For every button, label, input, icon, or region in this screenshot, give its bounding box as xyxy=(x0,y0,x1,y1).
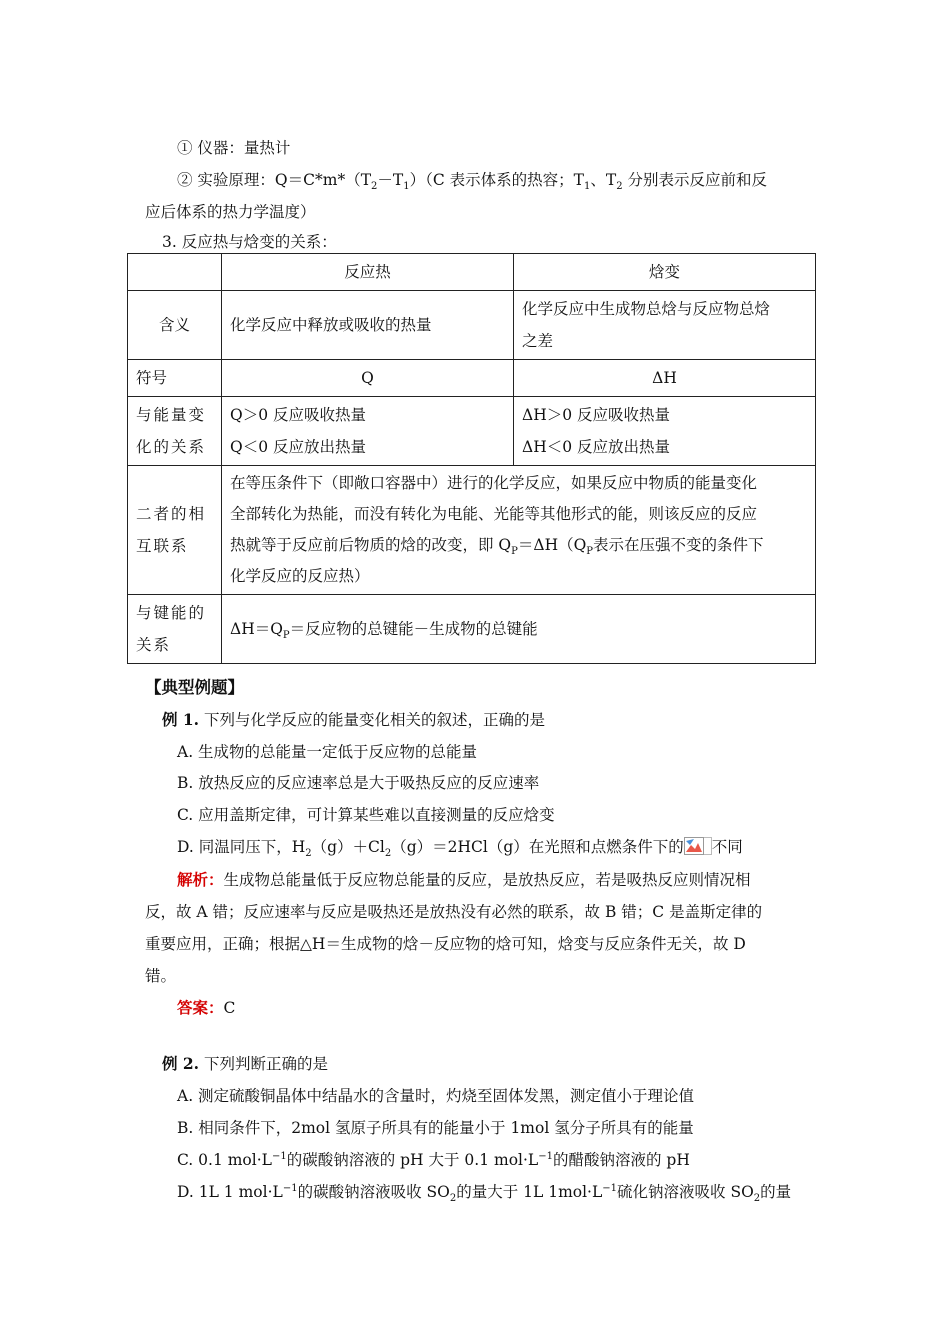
table-row-label: 与键能的 关系 xyxy=(128,595,222,664)
example-1-question: 例 1. 下列与化学反应的能量变化相关的叙述，正确的是 xyxy=(162,710,546,729)
table-cell: $\Delta H=Q_P=$反应物的总键能－生成物的总键能 xyxy=(222,595,816,664)
broken-image-icon xyxy=(684,837,712,855)
table-row xyxy=(128,254,816,291)
table-row xyxy=(128,595,816,664)
table-row-label: 含义 xyxy=(128,291,222,360)
example-1-analysis-cont: 反，故 A 错；反应速率与反应是吸热还是放热没有必然的联系，故 B 错；C 是盖斯定律的 xyxy=(145,903,763,921)
example-1-option-b: B. 放热反应的反应速率总是大于吸热反应的反应速率 xyxy=(177,774,540,792)
section-title: 【典型例题】 xyxy=(145,678,244,697)
table-header: 焓变 xyxy=(514,254,816,291)
relation-heading: 3. 反应热与焓变的关系： xyxy=(162,233,337,251)
table-cell: ΔH xyxy=(514,360,816,397)
example-1-option-c: C. 应用盖斯定律，可计算某些难以直接测量的反应焓变 xyxy=(177,806,555,824)
example-1-analysis: 解析：生成物总能量低于反应物总能量的反应，是放热反应，若是吸热反应则情况相 xyxy=(177,870,751,889)
principle-line: ② 实验原理：$Q=C*m*(T_2-T_1)(C$ 表示体系的热容；$T_1$、$T_2$ 分别表示反应前和反 xyxy=(177,171,768,193)
table-row xyxy=(128,360,816,397)
table-row-label: 二者的相 互联系 xyxy=(128,466,222,595)
table-cell xyxy=(128,254,222,291)
heat-enthalpy-table xyxy=(127,253,816,664)
table-cell: Q xyxy=(222,360,514,397)
table-cell: ΔH＞0 反应吸收热量 ΔH＜0 反应放出热量 xyxy=(514,397,816,466)
table-row-label: 符号 xyxy=(128,360,222,397)
instrument-line: ① 仪器：量热计 xyxy=(177,139,291,157)
table-row xyxy=(128,466,816,595)
example-1-option-d: D. 同温同压下，$H_2(g)+Cl_2(g)=2HCl(g)$在光照和点燃条件下的 不同 xyxy=(177,838,743,860)
table-cell: Q＞0 反应吸收热量 Q＜0 反应放出热量 xyxy=(222,397,514,466)
table-header: 反应热 xyxy=(222,254,514,291)
table-cell: 化学反应中释放或吸收的热量 xyxy=(222,291,514,360)
table-row-label: 与能量变 化的关系 xyxy=(128,397,222,466)
example-1-analysis-cont: 重要应用，正确；根据△H＝生成物的焓－反应物的焓可知，焓变与反应条件无关，故 D xyxy=(145,935,746,953)
example-2-option-c: C. 0.1 $mol\cdot L^{-1}$的碳酸钠溶液的 pH 大于 0.1 $mol\cdot L^{-1}$的醋酸钠溶液的 pH xyxy=(177,1150,690,1169)
table-row xyxy=(128,397,816,466)
example-2-option-a: A. 测定硫酸铜晶体中结晶水的含量时，灼烧至固体发黑，测定值小于理论值 xyxy=(177,1087,695,1105)
table-cell: 在等压条件下（即敞口容器中）进行的化学反应，如果反应中物质的能量变化 全部转化为热能，而没有转化为电能、光能等其他形式的能，则该反应的反应 热就等于反应前后物质的焓的改变，即 $Q_P=\Delta H(Q_P$表示在压强不变的条件下 化学反应的反应热） xyxy=(222,466,816,595)
table-row xyxy=(128,291,816,360)
principle-line-cont: 应后体系的热力学温度） xyxy=(145,203,316,221)
example-1-answer: 答案：C xyxy=(177,998,236,1017)
example-2-option-b: B. 相同条件下，2mol 氢原子所具有的能量小于 1mol 氢分子所具有的能量 xyxy=(177,1119,694,1137)
example-2-option-d: D. 1L 1 $mol\cdot L^{-1}$的碳酸钠溶液吸收 $SO_2$的量大于 1L $1mol\cdot L^{-1}$硫化钠溶液吸收 $SO_2$的量 xyxy=(177,1182,792,1205)
example-1-option-a: A. 生成物的总能量一定低于反应物的总能量 xyxy=(177,743,478,761)
example-1-analysis-cont: 错。 xyxy=(145,967,177,985)
example-2-question: 例 2. 下列判断正确的是 xyxy=(162,1054,329,1073)
table-cell: 化学反应中生成物总焓与反应物总焓 之差 xyxy=(514,291,816,360)
